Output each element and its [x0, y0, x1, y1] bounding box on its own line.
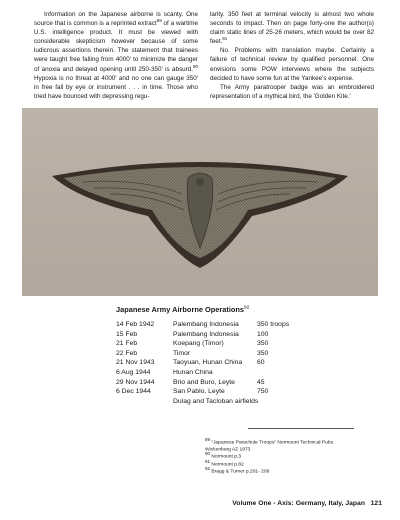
footnote: 91 Normount p.82: [205, 458, 244, 468]
left-text-b: of a wartime U.S. intelligence product. It must be viewed with considerable skepticism however because of some ludicrous assertions therein. The statement that trainees were taught free falling from 4000' to minimize the danger of anoxia and delayed opening until 250-350' is absurd.: [34, 20, 199, 73]
footnote: Wickenburg AZ 1973: [205, 447, 251, 453]
table-row: 15 Feb Palembang Indonesia 100: [116, 330, 269, 338]
table-row: Dulag and Tacloban airfields: [173, 397, 259, 405]
right-paragraph-3: The Army paratrooper badge was an embroidered representation of a mythical bird, the 'Golden Kite.': [210, 83, 374, 100]
footnote-ref: 92: [244, 305, 250, 311]
left-text-c: Hypoxia is no threat at 4000' and no one can gauge 350' in free fall by eye or instrument . . . in time. Those who tried have bounced with depressing regu-: [34, 74, 198, 100]
footnotes: [205, 437, 375, 476]
footnote-ref: 91: [222, 36, 228, 42]
operations-table: [116, 320, 289, 406]
page-number: 121: [370, 500, 382, 507]
table-row: 6 Aug 1944 Hunan China: [116, 368, 213, 376]
badge-bird-head: [196, 178, 204, 186]
text-columns: [34, 10, 374, 101]
right-paragraph-2: No. Problems with translation maybe. Certainly a failure of technical review by qualified personnel. One envisions some POW interviews where the subjects decided to have some fun at the Yankee's expense.: [210, 47, 374, 82]
operations-title: [116, 305, 249, 314]
footnote: 92 Bragg & Turner p.201- 208: [205, 465, 270, 475]
table-row: 14 Feb 1942 Palembang Indonesia 350 troops: [116, 321, 290, 328]
golden-kite-badge-image: [22, 108, 378, 296]
footnote-ref: 90: [192, 63, 198, 69]
right-text-a: larity. 350 feet at terminal velocity is almost two whole seconds to impact. Then on page forty-one the author(s) claim static lines of 25-26 meters, which would be over 82 feet.: [210, 11, 374, 46]
footnote: 89 "Japanese Parachute Troops" Normount Technical Pubs.: [205, 437, 335, 446]
left-text-a: Information on the Japanese airborne is scanty. One source that is common is a reprinted extract: [34, 11, 198, 28]
operations-title-text: Japanese Army Airborne Operations: [116, 305, 245, 314]
footer-title: Volume One - Axis: Germany, Italy, Japan: [232, 500, 365, 507]
footnote: 90 Normount p.3: [205, 451, 242, 461]
footnote-ref: 89: [156, 18, 162, 23]
footnote-divider: [248, 428, 354, 429]
table-row: 21 Feb Koepang (Timor) 350: [116, 340, 269, 348]
badge-photo: [22, 108, 378, 296]
table-row: 21 Nov 1943 Taoyuan, Hunan China 60: [116, 359, 265, 367]
page-footer: [232, 500, 382, 507]
right-paragraph-1: [210, 10, 374, 46]
table-row: 29 Nov 1944 Brio and Buro, Leyte 45: [116, 378, 265, 386]
left-column: [34, 10, 198, 101]
table-row: 22 Feb Timor 350: [116, 349, 269, 357]
table-row: 6 Dec 1944 San Pablo, Leyte 750: [116, 388, 269, 396]
left-paragraph: [34, 10, 198, 101]
right-column: [210, 10, 374, 101]
